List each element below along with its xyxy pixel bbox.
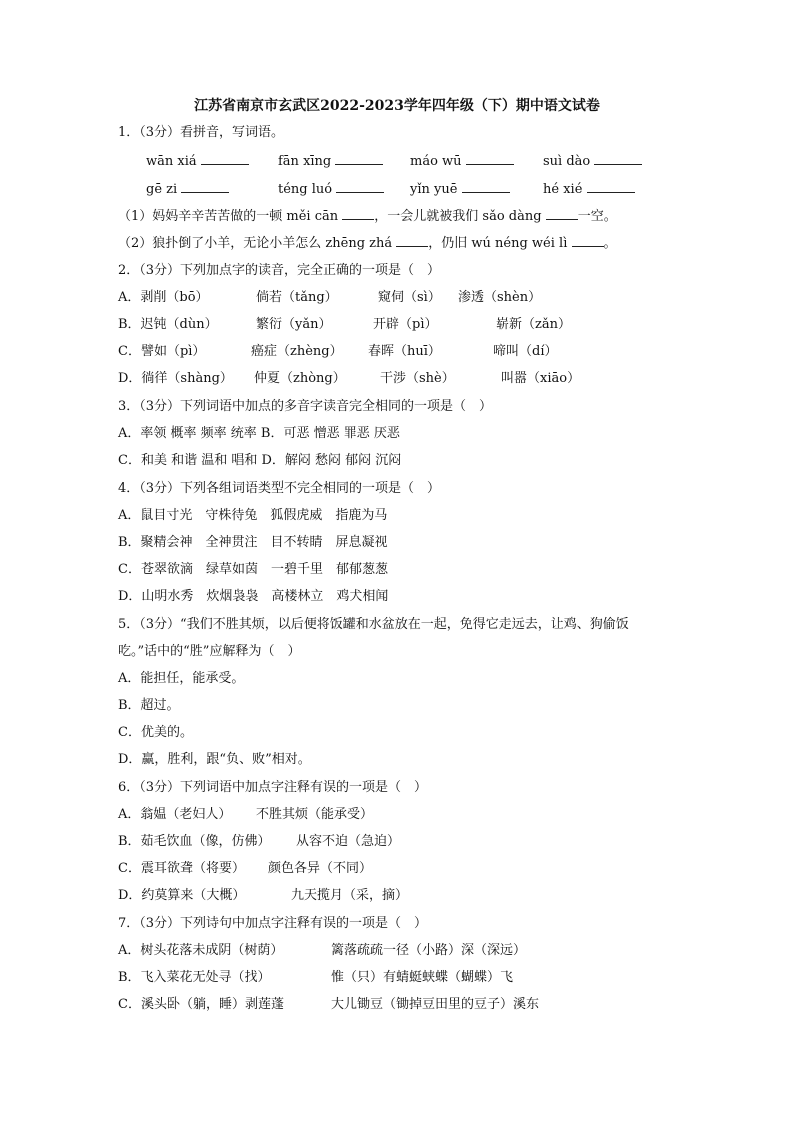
q4-stem: 4．（3分）下列各组词语类型不完全相同的一项是（ ） xyxy=(118,481,441,496)
q4-option-d: D．山明水秀 炊烟袅袅 高楼林立 鸡犬相闻 xyxy=(118,589,389,604)
pinyin-item: fān xīng xyxy=(278,152,383,171)
q3-option-ab: A．率领 概率 频率 统率 B．可恶 憎恶 罪恶 厌恶 xyxy=(118,426,400,441)
q6-stem: 6．（3分）下列词语中加点字注释有误的一项是（ ） xyxy=(118,780,428,795)
q7-stem: 7．（3分）下列诗句中加点字注释有误的一项是（ ） xyxy=(118,916,428,931)
q1-sentence-2: （2）狼扑倒了小羊，无论小羊怎么 zhēng zhá ，仍旧 wú néng wéi lì 。 xyxy=(118,236,617,251)
q4-option-a: A．鼠目寸光 守株待兔 狐假虎威 指鹿为马 xyxy=(118,508,388,523)
pinyin-item: máo wū xyxy=(410,152,514,171)
pinyin-item: suì dào xyxy=(543,152,642,171)
answer-blank[interactable] xyxy=(396,234,428,247)
q3-stem: 3．（3分）下列词语中加点的多音字读音完全相同的一项是（ ） xyxy=(118,399,493,414)
answer-blank[interactable] xyxy=(181,180,229,193)
pinyin-item: yǐn yuē xyxy=(410,180,510,199)
answer-blank[interactable] xyxy=(587,180,635,193)
q5-stem-line-1: 5．（3分）“我们不胜其烦，以后便将饭罐和水盆放在一起，免得它走远去，让鸡、狗偷饭 xyxy=(118,617,629,632)
q5-option-a: A．能担任，能承受。 xyxy=(118,671,245,686)
answer-blank[interactable] xyxy=(546,207,578,220)
pinyin-item: hé xié xyxy=(543,180,635,199)
q4-option-c: C．苍翠欲滴 绿草如茵 一碧千里 郁郁葱葱 xyxy=(118,562,388,577)
q1-stem: 1．（3分）看拼音，写词语。 xyxy=(118,125,285,140)
q3-option-cd: C．和美 和谐 温和 唱和 D．解闷 愁闷 郁闷 沉闷 xyxy=(118,453,402,468)
q1-sentence-1: （1）妈妈辛辛苦苦做的一顿 měi cān ，一会儿就被我们 sǎo dàng 一空。 xyxy=(118,209,617,224)
answer-blank[interactable] xyxy=(336,180,384,193)
answer-blank[interactable] xyxy=(466,152,514,165)
q5-option-b: B．超过。 xyxy=(118,698,180,713)
q2-stem: 2．（3分）下列加点字的读音，完全正确的一项是（ ） xyxy=(118,263,441,278)
pinyin-item: wān xiá xyxy=(146,152,249,171)
exam-page: 江苏省南京市玄武区2022-2023学年四年级（下）期中语文试卷 1．（3分）看拼音，写词语。 wān xiá fān xīng máo wū suì dào gē zi téng luó yǐn yuē hé xié （1）妈妈辛辛苦苦做的一顿 měi cān ，一会儿就被我们 sǎo dàng 一空。 （2）狼扑倒了小羊，无论小羊怎么 zhēng zhá ，仍旧 wú néng wéi lì 。 2．（3分）下列加点字的读音，完全正确的一项是（ ） A．剥削（bō） 倘若（tǎng） 窥伺（sì） 渗透（shèn） B．迟钝（dùn） 繁衍（yǎn） 开辟（pì） 崭新（zǎn） C．譬如（pì） 癌症（zhèng） 春晖（huī） 啼叫（dí） D．徜徉（shàng） 仲夏（zhòng） 干涉（shè） 叫嚣（xiāo） 3．（3分）下列词语中加点的多音字读音完全相同的一项是（ ） A．率领 概率 频率 统率 B．可恶 憎恶 罪恶 厌恶 C．和美 和谐 温和 唱和 D．解闷 愁闷 郁闷 沉闷 4．（3分）下列各组词语类型不完全相同的一项是（ ） A．鼠目寸光 守株待兔 狐假虎威 指鹿为马 B．聚精会神 全神贯注 目不转睛 屏息凝视 C．苍翠欲滴 绿草如茵 一碧千里 郁郁葱葱 D．山明水秀 炊烟袅袅 高楼林立 鸡犬相闻 5．（3分）“我们不胜其烦，以后便将饭罐和水盆放在一起，免得它走远去，让鸡、狗偷饭 吃。”话中的“胜”应解释为（ ） A．能担任，能承受。 B．超过。 C．优美的。 D．赢，胜利，跟“负、败”相对。 6．（3分）下列词语中加点字注释有误的一项是（ ） A．翁媪（老妇人） 不胜其烦（能承受） B．茹毛饮血（像，仿佛） 从容不迫（急迫） C．震耳欲聋（将要） 颜色各异（不同） D．约莫算来（大概） 九天揽月（采，摘） 7．（3分）下列诗句中加点字注释有误的一项是（ ） A．树头花落未成阴（树荫） 篱落疏疏一径（小路）深（深远） B．飞入菜花无处寻（找） 惟（只）有蜻蜓蛱蝶（蝴蝶）飞 C．溪头卧（躺，睡）剥莲蓬 大儿锄豆（锄掉豆田里的豆子）溪东 xyxy=(0,0,794,1123)
q5-stem-line-2: 吃。”话中的“胜”应解释为（ ） xyxy=(118,644,301,659)
answer-blank[interactable] xyxy=(342,207,374,220)
q5-option-d: D．赢，胜利，跟“负、败”相对。 xyxy=(118,752,311,767)
pinyin-item: gē zi xyxy=(146,180,229,199)
q4-option-b: B．聚精会神 全神贯注 目不转睛 屏息凝视 xyxy=(118,535,388,550)
answer-blank[interactable] xyxy=(594,152,642,165)
answer-blank[interactable] xyxy=(462,180,510,193)
answer-blank[interactable] xyxy=(201,152,249,165)
pinyin-item: téng luó xyxy=(278,180,384,199)
answer-blank[interactable] xyxy=(335,152,383,165)
answer-blank[interactable] xyxy=(572,234,604,247)
exam-title: 江苏省南京市玄武区2022-2023学年四年级（下）期中语文试卷 xyxy=(194,98,600,114)
q5-option-c: C．优美的。 xyxy=(118,725,193,740)
